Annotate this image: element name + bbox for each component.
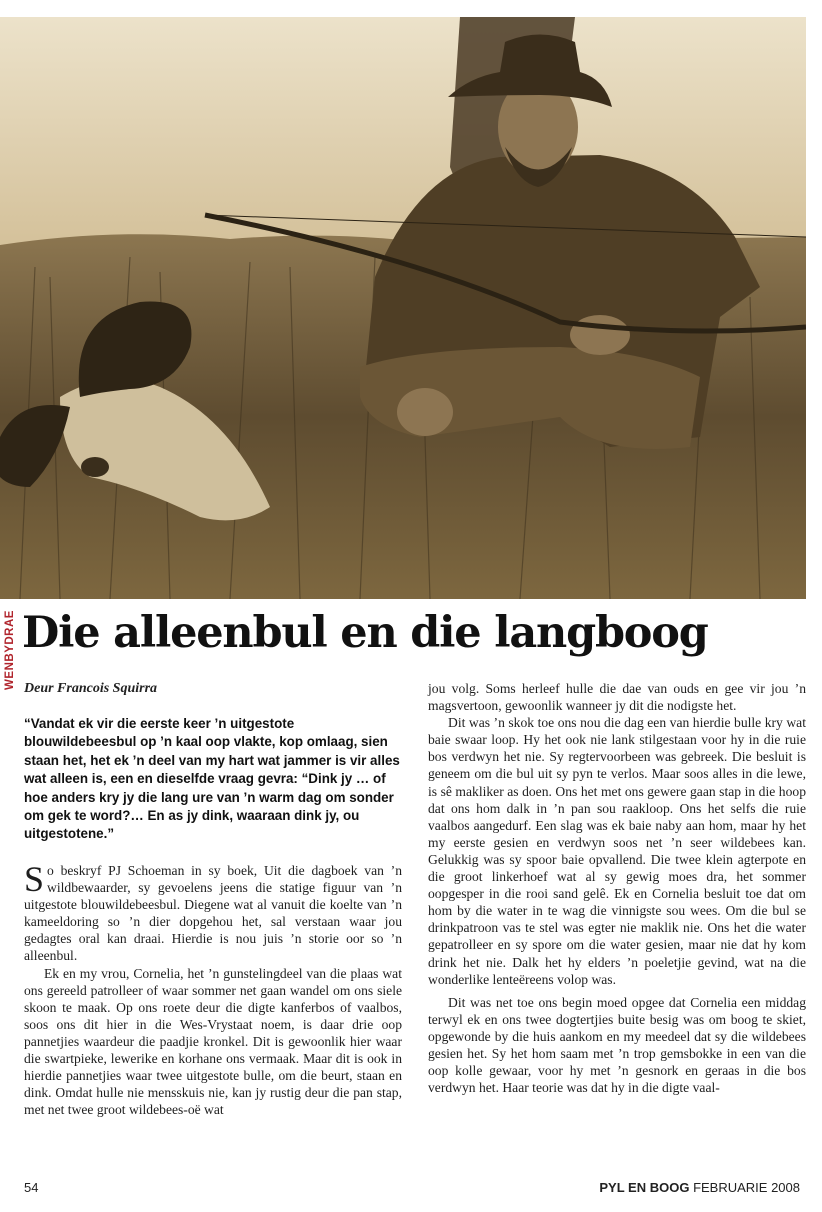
footer-publication <box>599 1180 800 1195</box>
paragraph: jou volg. Soms herleef hulle die dae van ouds en gee vir jou ’n magsvertoon, gewoonlik wanneer jy dit die nodigste het. <box>428 681 806 714</box>
drop-cap: S <box>24 859 45 899</box>
magazine-name: PYL EN BOOG <box>599 1180 690 1195</box>
section-tag <box>3 605 17 695</box>
paragraph: Ek en my vrou, Cornelia, het ’n gunstelingdeel van die plaas wat ons gereeld patrolleer of waar sommer net gaan wandel om ons siele skoon te maak. Op ons roete deur die digte kanferbos of vaalbos, soos ons dit hier in die Wes-Vrystaat noem, is daar drie oop pannetjies waardeur die paadjie kronkel. Dit is gewoonlik hier waar die swartpieke, lewerike en korhane ons vermaak. Maar dit is ook in hierdie pannetjies waar twee uitgestote bulle, om die beurt, staan en dink. Omdat hulle nie mensskuis nie, kan jy rustig deur die pan stap, met net twee groot wildebees-oë wat <box>24 965 402 1118</box>
byline: Deur Francois Squirra <box>24 681 158 696</box>
paragraph <box>24 859 402 965</box>
hunter-photo-illustration <box>0 17 806 599</box>
left-column <box>24 859 402 1118</box>
paragraph: Dit was ’n skok toe ons nou die dag een van hierdie bulle kry wat baie swaar loop. Hy het ook nie lank stilgestaan voor hy in die ruie bos verdwyn het nie. Sy regtervoorbeen was gebreek. Die besluit is geneem om die bul uit sy pyn te verlos. Maar soos alles in die lewe, is sê makliker as doen. Ons het met ons gewere gaan stap in die hoop dat ons hom dalk in ’n pan sou raakloop. Ons het selfs die ruie vaalbos aangedurf. Een slag was ek baie naby aan hom, maar hy het my eerste gesien en verdwyn soos net ’n seer wildebees kan. Gelukkig was sy spoor baie opvallend. Die twee klein agterpote en die groot linkerhoef wat al sy gewig moes dra, het sommer oopgesper in die rooi sand gelê. Ek en Cornelia besluit toe dat om hom by die water in te wag die vinnigste sou wees. Om die bul se drinkpatroon vas te stel was egter nie maklik nie. Ons het die water gepatrolleer en sy spore om die water gesien, maar nie dat hy kom drink het nie. Dalk het hy elders ’n poeletjie gevind, wat na die wonderlike lenteëreens volop was. <box>428 715 806 987</box>
paragraph-text: o beskryf PJ Schoeman in sy boek, Uit die dagboek van ’n wildbewaarder, sy gevoelens jeens die statige figuur van ’n uitgestote blouwildebeesbul. Diegene wat al vanuit die koelte van ’n kameeldoring so ’n dier dopgehou het, sal verstaan waar jou gedagtes oral kan draai. Hierdie is nou juis ’n storie oor so ’n alleenbul. <box>24 863 402 964</box>
hero-photo <box>0 17 806 599</box>
section-label: WENBYDRAE <box>4 610 16 690</box>
issue-date: FEBRUARIE 2008 <box>693 1180 800 1195</box>
intro-quote: “Vandat ek vir die eerste keer ’n uitgestote blouwildebeesbul op ’n kaal oop vlakte, kop omlaag, sien staan het, het ek ’n deel van my hart wat jammer is vir alles wat alleen is, een en dieselfde vraag gevra: “Dink jy … of hoe anders kry jy die lang ure van ’n warm dag om sonder om gek te word?… En as jy dink, waaraan dink jy, ou uitgestotene.” <box>24 716 400 842</box>
right-column <box>428 680 806 1096</box>
paragraph: Dit was net toe ons begin moed opgee dat Cornelia een middag terwyl ek en ons twee dogtertjies buite besig was om boog te skiet, opgewonde by die huis aankom en my meedeel dat sy die wildebees gesien het. Sy het hom saam met ’n trop gemsbokke in een van die oop kolle gewaar, voor hy met ’n gesnork en geraas in die bos verdwyn het. Haar teorie was dat hy in die digte vaal- <box>428 994 806 1096</box>
page-number: 54 <box>24 1180 39 1195</box>
article-title: Die alleenbul en die langboog <box>22 608 708 658</box>
